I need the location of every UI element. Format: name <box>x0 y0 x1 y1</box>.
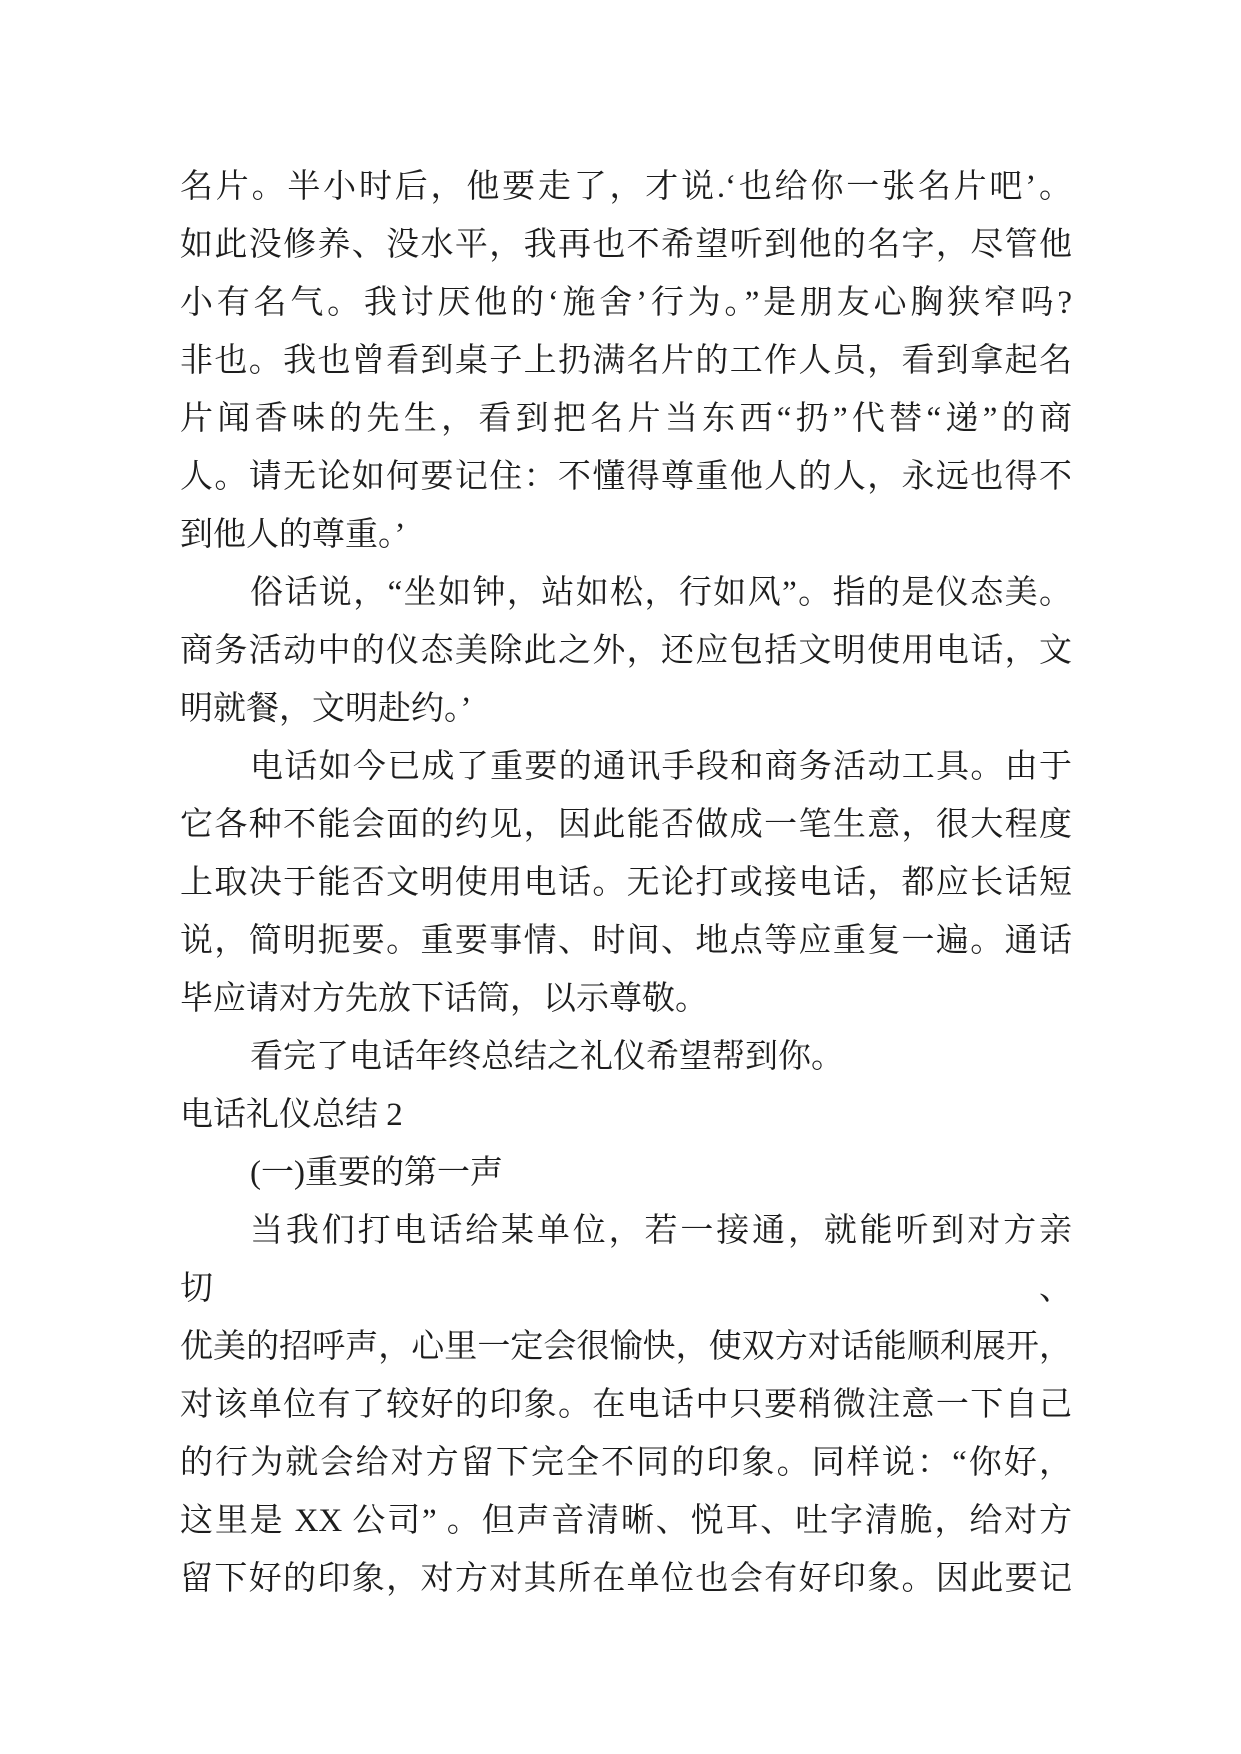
paragraph <box>180 1144 1072 1202</box>
text-line: 它各种不能会面的约见，因此能否做成一笔生意，很大程度 <box>180 807 1072 843</box>
text-line: (一)重要的第一声 <box>250 1155 503 1191</box>
text-line: 上取决于能否文明使用电话。无论打或接电话，都应长话短 <box>180 865 1072 901</box>
text-line: 留下好的印象，对方对其所在单位也会有好印象。因此要记 <box>180 1561 1072 1597</box>
text-line: 说，简明扼要。重要事情、时间、地点等应重复一遍。通话 <box>180 923 1072 959</box>
text-line: 到他人的尊重。’ <box>180 517 406 553</box>
document-body <box>180 158 1072 1608</box>
text-line: 对该单位有了较好的印象。在电话中只要稍微注意一下自己 <box>180 1387 1072 1423</box>
text-line: 俗话说，“坐如钟，站如松，行如风”。指的是仪态美。 <box>250 575 1072 611</box>
text-line: 毕应请对方先放下话筒，以示尊敬。 <box>180 981 708 1017</box>
text-line: 当我们打电话给某单位，若一接通，就能听到对方亲切、 <box>180 1213 1072 1307</box>
text-line: 名片。半小时后，他要走了，才说.‘也给你一张名片吧’。 <box>180 169 1072 205</box>
text-line: 非也。我也曾看到桌子上扔满名片的工作人员，看到拿起名 <box>180 343 1072 379</box>
paragraph <box>180 158 1072 564</box>
text-line: 如此没修养、没水平，我再也不希望听到他的名字，尽管他 <box>180 227 1072 263</box>
text-line: 电话如今已成了重要的通讯手段和商务活动工具。由于 <box>250 749 1072 785</box>
text-line: 优美的招呼声，心里一定会很愉快，使双方对话能顺利展开， <box>180 1329 1072 1365</box>
paragraph <box>180 1086 1072 1144</box>
paragraph <box>180 738 1072 1028</box>
text-line: 片闻香味的先生，看到把名片当东西“扔”代替“递”的商 <box>180 401 1072 437</box>
text-line: 看完了电话年终总结之礼仪希望帮到你。 <box>250 1039 844 1075</box>
paragraph <box>180 1202 1072 1608</box>
text-line: 的行为就会给对方留下完全不同的印象。同样说：“你好， <box>180 1445 1072 1481</box>
text-line: 明就餐，文明赴约。’ <box>180 691 472 727</box>
paragraph <box>180 564 1072 738</box>
text-line: 这里是 XX 公司” 。但声音清晰、悦耳、吐字清脆，给对方 <box>180 1503 1072 1539</box>
text-line: 商务活动中的仪态美除此之外，还应包括文明使用电话，文 <box>180 633 1072 669</box>
text-line: 人。请无论如何要记住：不懂得尊重他人的人，永远也得不 <box>180 459 1072 495</box>
text-line: 小有名气。我讨厌他的‘施舍’行为。”是朋友心胸狭窄吗? <box>180 285 1072 321</box>
text-line: 电话礼仪总结 2 <box>180 1097 403 1133</box>
paragraph <box>180 1028 1072 1086</box>
